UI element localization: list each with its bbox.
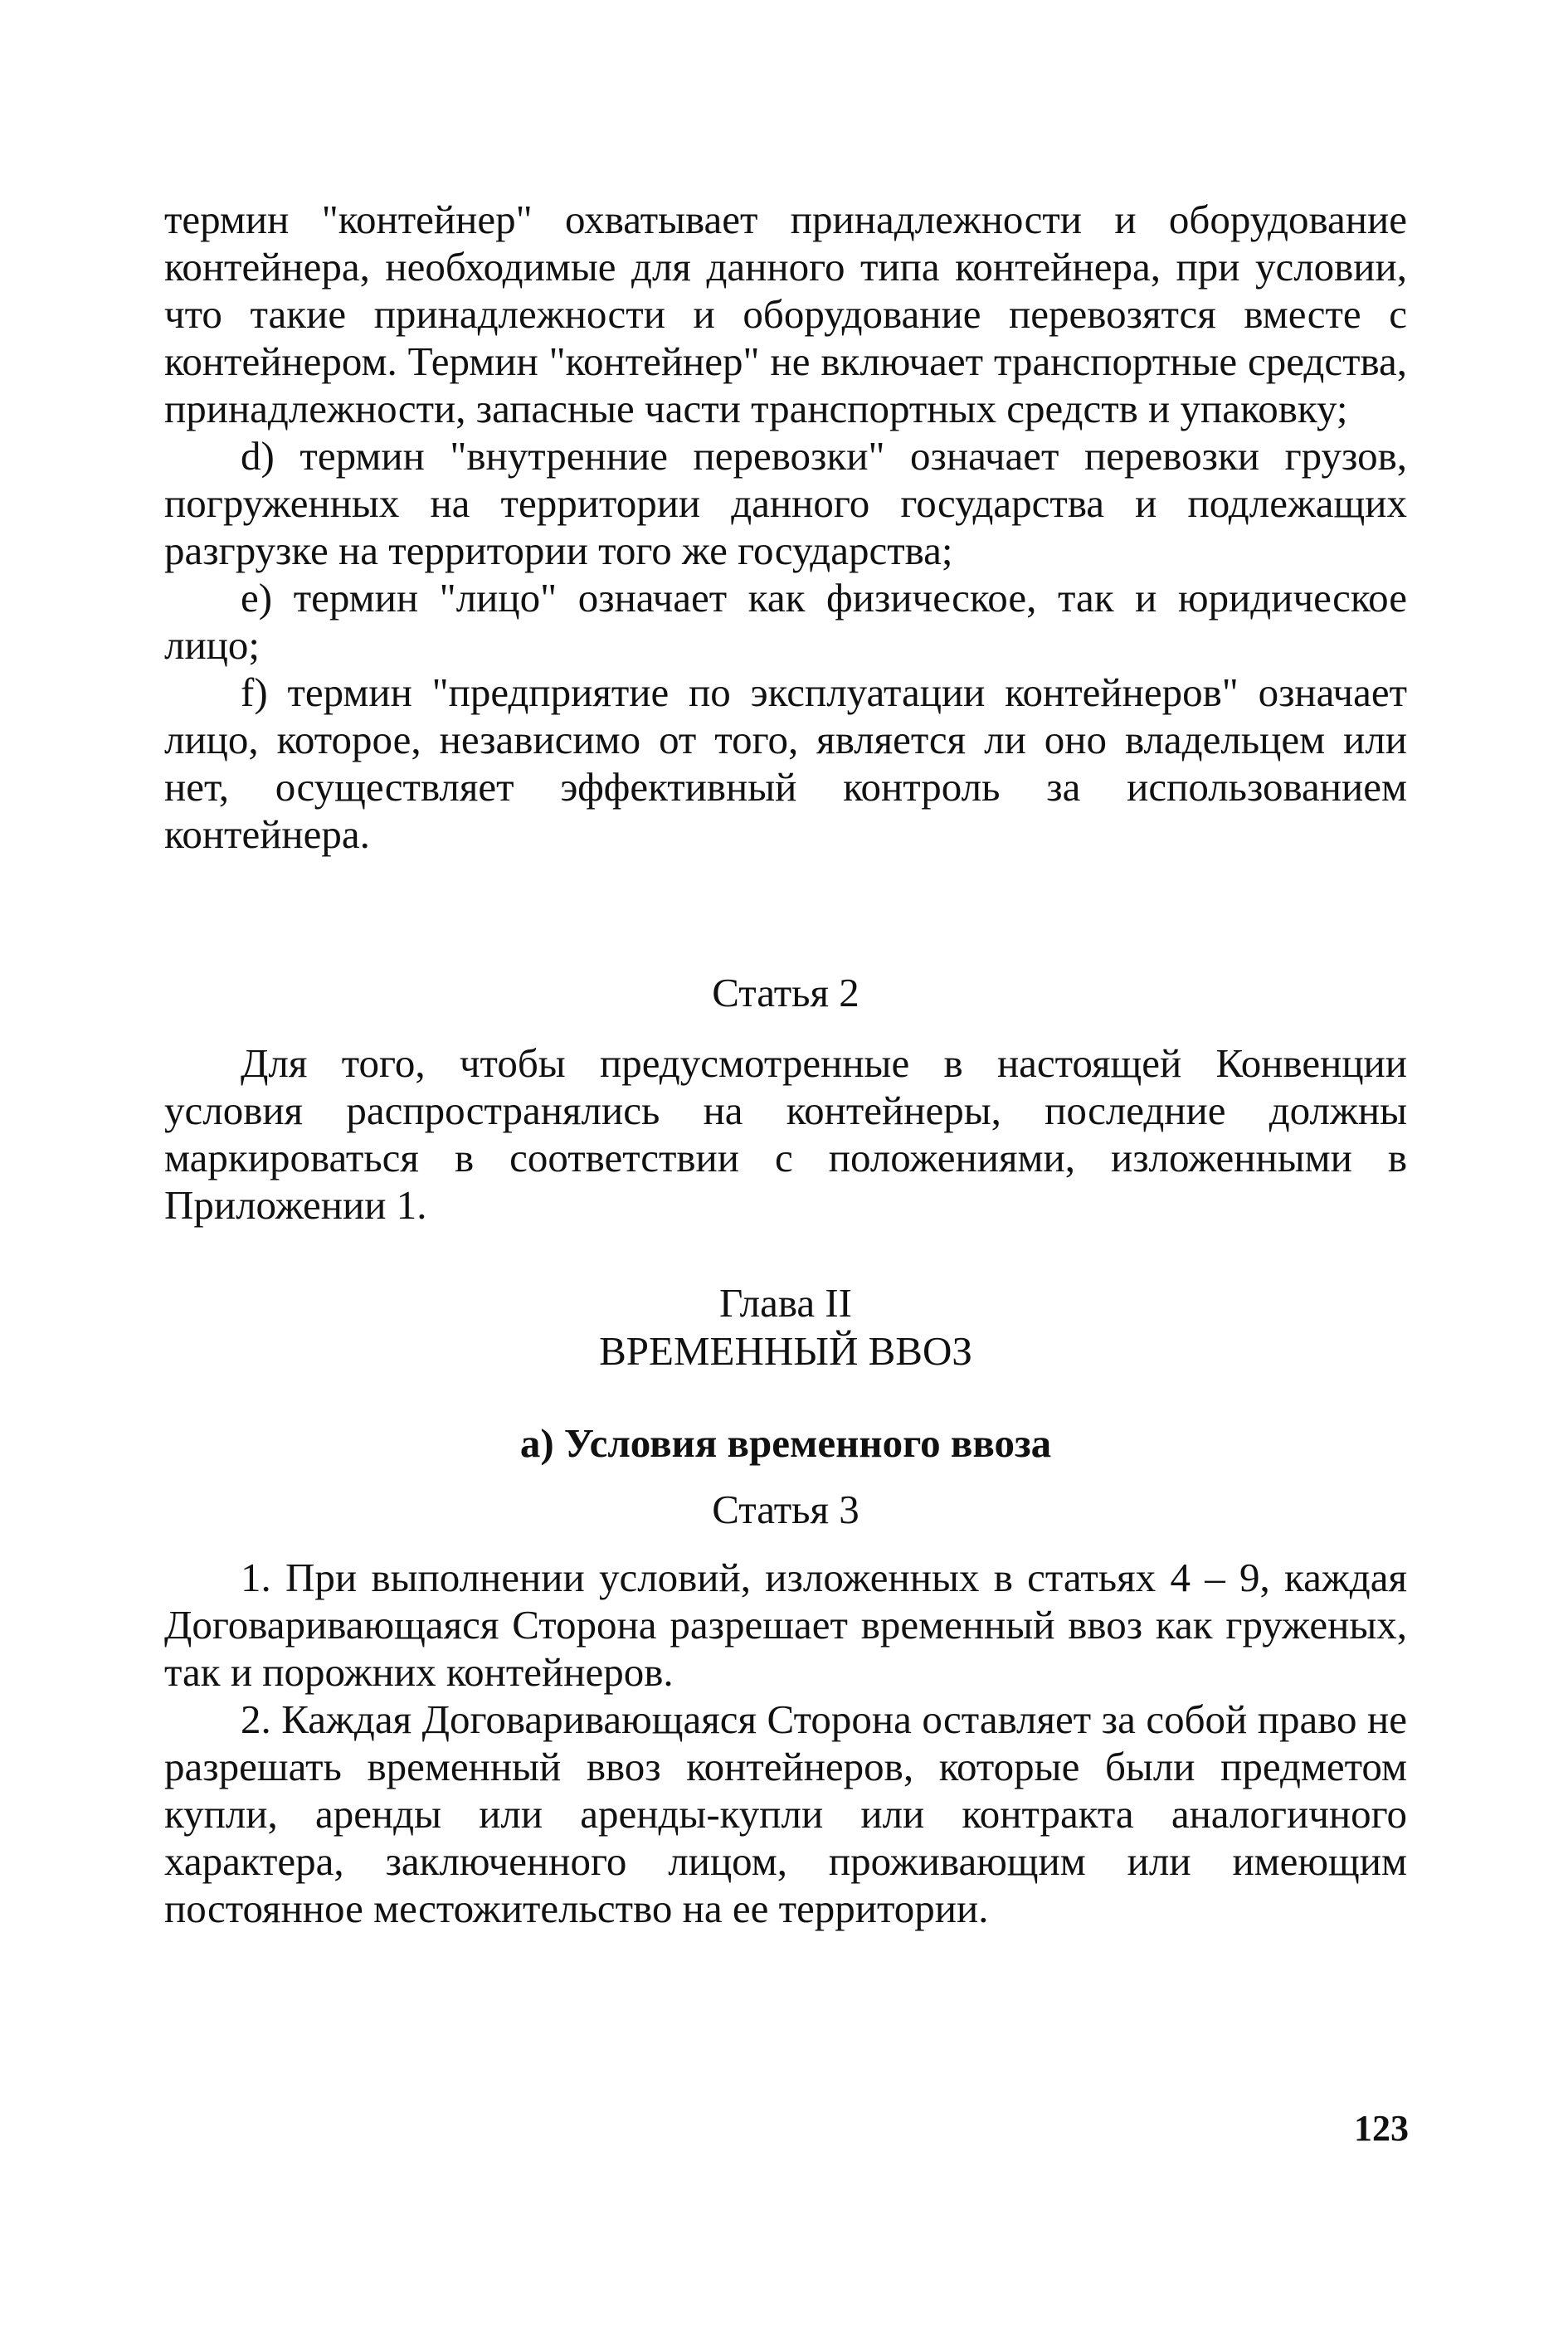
chapter-title: ВРЕМЕННЫЙ ВВОЗ bbox=[599, 1328, 972, 1374]
section-a-heading: а) Условия временного ввоза bbox=[519, 1420, 1052, 1466]
definitions-block bbox=[164, 196, 1407, 858]
paragraph-definition-f: f) термин "предприятие по эксплуатации контейнеров" означает лицо, которое, независимо от того, является ли оно владельцем или нет, осуществляет эффективный контроль за использованием контейнера. bbox=[164, 669, 1407, 857]
paragraph-definition-d: d) термин "внутренние перевозки" означает перевозки грузов, погруженных на территории данного государства и подлежащих разгрузке на территории того же государства; bbox=[164, 433, 1407, 573]
page-number: 123 bbox=[1354, 2108, 1409, 2149]
paragraph-definition-e: e) термин "лицо" означает как физическое, так и юридическое лицо; bbox=[164, 575, 1407, 668]
article-3-paragraph-1: 1. При выполнении условий, изложенных в статьях 4 – 9, каждая Договаривающаяся Сторона разрешает временный ввоз как груженых, так и порожних контейнеров. bbox=[164, 1555, 1407, 1695]
chapter-heading: Глава II bbox=[719, 1280, 852, 1326]
article-2-text: Для того, чтобы предусмотренные в настоящей Конвенции условия распространялись на контейнеры, последние должны маркироваться в соответствии с положениями, изложенными в Приложении 1. bbox=[164, 1040, 1407, 1228]
paragraph-container-definition: термин "контейнер" охватывает принадлежности и оборудование контейнера, необходимые для данного типа контейнера, при условии, что такие принадлежности и оборудование перевозятся вместе с контейнером. Термин "контейнер" не включает транспортные средства, принадлежности, запасные части транспортных средств и упаковку; bbox=[164, 197, 1407, 431]
article-3-body bbox=[164, 1554, 1407, 1932]
article-3-paragraph-2: 2. Каждая Договаривающаяся Сторона оставляет за собой право не разрешать временный ввоз контейнеров, которые были предметом купли, аренды или аренды-купли или контракта аналогичного характера, заключенного лицом, проживающим или имеющим постоянное местожительство на ее территории. bbox=[164, 1696, 1407, 1931]
article-3-heading: Статья 3 bbox=[712, 1487, 859, 1532]
article-2-body bbox=[164, 1039, 1407, 1229]
article-2-heading: Статья 2 bbox=[712, 970, 859, 1015]
